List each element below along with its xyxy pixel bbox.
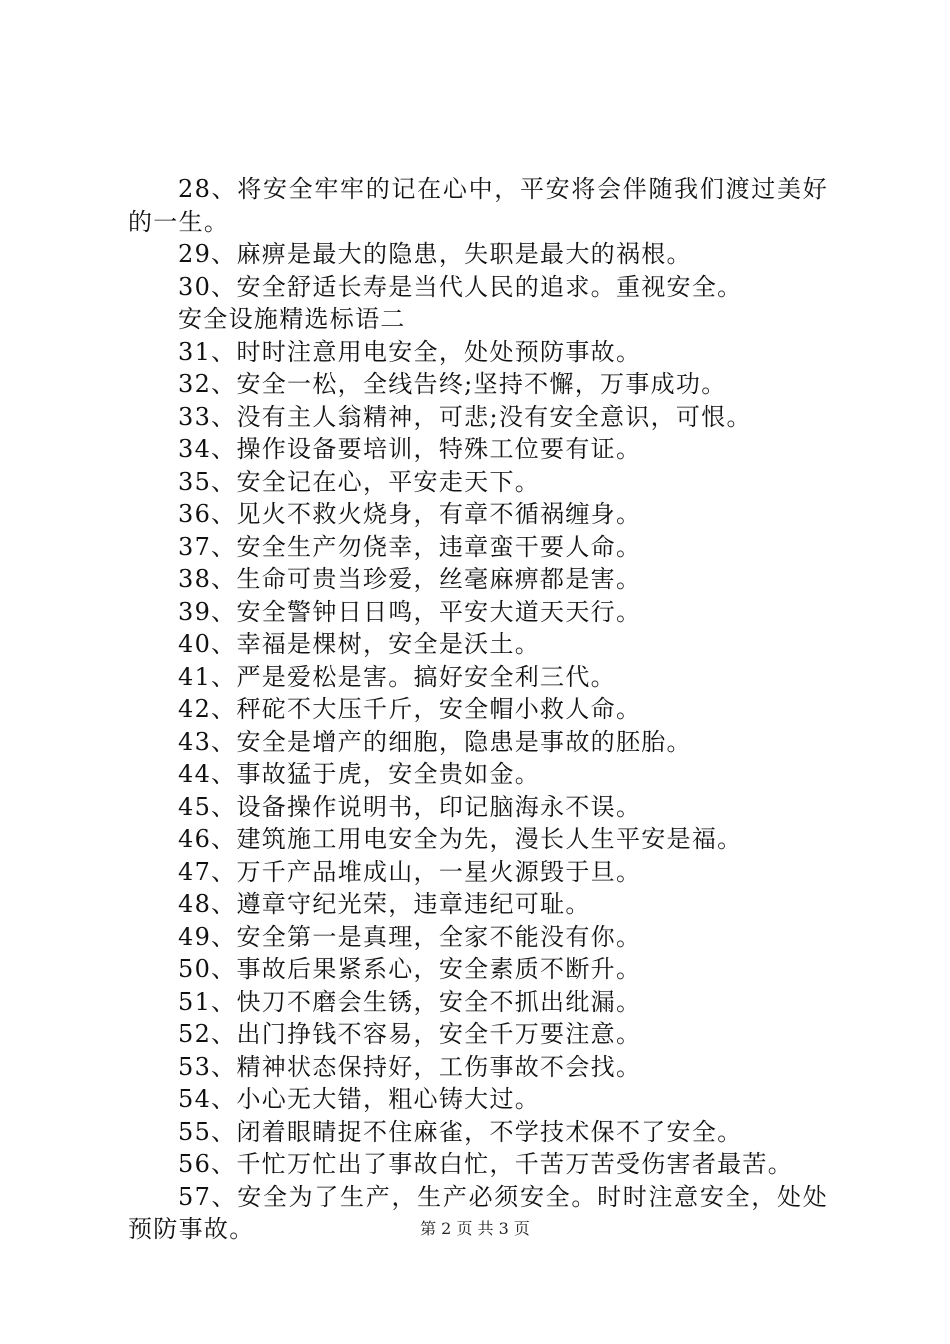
paragraph: 56、千忙万忙出了事故白忙，千苦万苦受伤害者最苦。 [178, 1150, 794, 1178]
paragraph: 51、快刀不磨会生锈，安全不抓出纰漏。 [178, 987, 642, 1016]
section-heading: 安全设施精选标语二 [178, 305, 406, 333]
paragraph: 37、安全生产勿侥幸，违章蛮干要人命。 [178, 532, 642, 561]
paragraph: 33、没有主人翁精神，可悲;没有安全意识，可恨。 [178, 402, 752, 431]
paragraph: 30、安全舒适长寿是当代人民的追求。重视安全。 [178, 272, 743, 301]
document-body [128, 173, 828, 1246]
paragraph: 35、安全记在心，平安走天下。 [178, 467, 541, 496]
paragraph: 39、安全警钟日日鸣，平安大道天天行。 [178, 597, 642, 626]
paragraph: 49、安全第一是真理，全家不能没有你。 [178, 922, 642, 951]
paragraph: 55、闭着眼睛捉不住麻雀，不学技术保不了安全。 [178, 1117, 743, 1146]
paragraph: 42、秤砣不大压千斤，安全帽小救人命。 [178, 695, 642, 723]
paragraph: 48、遵章守纪光荣，违章违纪可耻。 [178, 890, 591, 918]
paragraph: 57、安全为了生产，生产必须安全。时时注意安全，处处预防事故。 [128, 1182, 828, 1243]
paragraph: 29、麻痹是最大的隐患，失职是最大的祸根。 [178, 240, 692, 268]
paragraph: 52、出门挣钱不容易，安全千万要注意。 [178, 1020, 642, 1048]
paragraph: 45、设备操作说明书，印记脑海永不误。 [178, 792, 642, 821]
paragraph: 38、生命可贵当珍爱，丝毫麻痹都是害。 [178, 565, 642, 593]
paragraph: 44、事故猛于虎，安全贵如金。 [178, 760, 541, 788]
paragraph: 31、时时注意用电安全，处处预防事故。 [178, 337, 642, 366]
paragraph: 47、万千产品堆成山，一星火源毁于旦。 [178, 857, 642, 886]
paragraph: 36、见火不救火烧身，有章不循祸缠身。 [178, 500, 642, 528]
paragraph: 54、小心无大错，粗心铸大过。 [178, 1085, 541, 1113]
paragraph: 32、安全一松，全线告终;坚持不懈，万事成功。 [178, 370, 727, 398]
paragraph: 34、操作设备要培训，特殊工位要有证。 [178, 435, 642, 463]
page-number-footer: 第 2 页 共 3 页 [420, 1219, 530, 1238]
paragraph: 41、严是爱松是害。搞好安全利三代。 [178, 662, 616, 691]
paragraph: 50、事故后果紧系心，安全素质不断升。 [178, 955, 642, 983]
paragraph: 28、将安全牢牢的记在心中，平安将会伴随我们渡过美好的一生。 [128, 175, 828, 236]
paragraph: 53、精神状态保持好，工伤事故不会找。 [178, 1052, 642, 1081]
paragraph: 46、建筑施工用电安全为先，漫长人生平安是福。 [178, 825, 743, 853]
paragraph: 43、安全是增产的细胞，隐患是事故的胚胎。 [178, 727, 692, 756]
paragraph: 40、幸福是棵树，安全是沃土。 [178, 630, 541, 658]
